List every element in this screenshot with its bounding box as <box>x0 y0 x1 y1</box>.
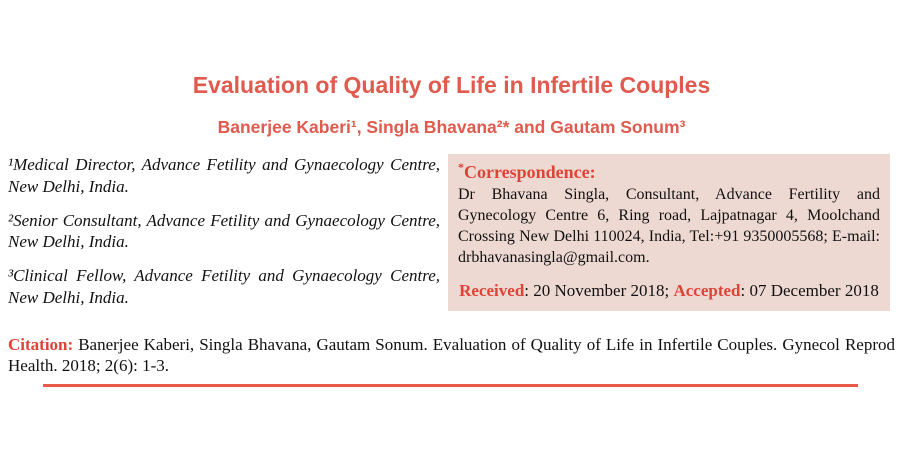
correspondence-address: Dr Bhavana Singla, Consultant, Advance Fertility and Gynecology Centre 6, Ring road, Lajpatnagar 4, Moolchand Crossing New Delhi 110024, India, Tel:+91 9350005568; E-mail: drbhavanasingla@gmail.com. <box>458 186 880 266</box>
affiliation-2: ²Senior Consultant, Advance Fetility and Gynaecology Centre, New Delhi, India. <box>8 210 440 252</box>
correspondence-heading-label: Correspondence: <box>464 162 596 182</box>
affiliations-and-correspondence-row <box>0 154 903 321</box>
correspondence-asterisk: * <box>458 160 464 174</box>
received-label: Received <box>459 281 525 300</box>
citation-label: Citation: <box>8 334 74 354</box>
affiliation-1: ¹Medical Director, Advance Fetility and Gynaecology Centre, New Delhi, India. <box>8 155 440 196</box>
correspondence-heading <box>458 161 880 183</box>
authors-line: Banerjee Kaberi¹, Singla Bhavana²* and Gautam Sonum³ <box>217 117 686 137</box>
citation-line <box>8 334 895 377</box>
divider-rule <box>43 384 858 387</box>
correspondence-box <box>448 154 890 311</box>
article-title: Evaluation of Quality of Life in Infertile Couples <box>192 72 711 98</box>
received-accepted-line <box>458 280 880 301</box>
accepted-label: Accepted <box>673 281 741 300</box>
accepted-date: : 07 December 2018 <box>740 281 879 300</box>
affiliation-3: ³Clinical Fellow, Advance Fetility and Gynaecology Centre, New Delhi, India. <box>8 266 440 307</box>
citation-text: Banerjee Kaberi, Singla Bhavana, Gautam Sonum. Evaluation of Quality of Life in Infertile Couples. Gynecol Reprod Health. 2018; 2(6): 1-3. <box>8 334 895 376</box>
affiliations-column <box>8 154 440 321</box>
received-date: : 20 November 2018; <box>524 281 674 300</box>
